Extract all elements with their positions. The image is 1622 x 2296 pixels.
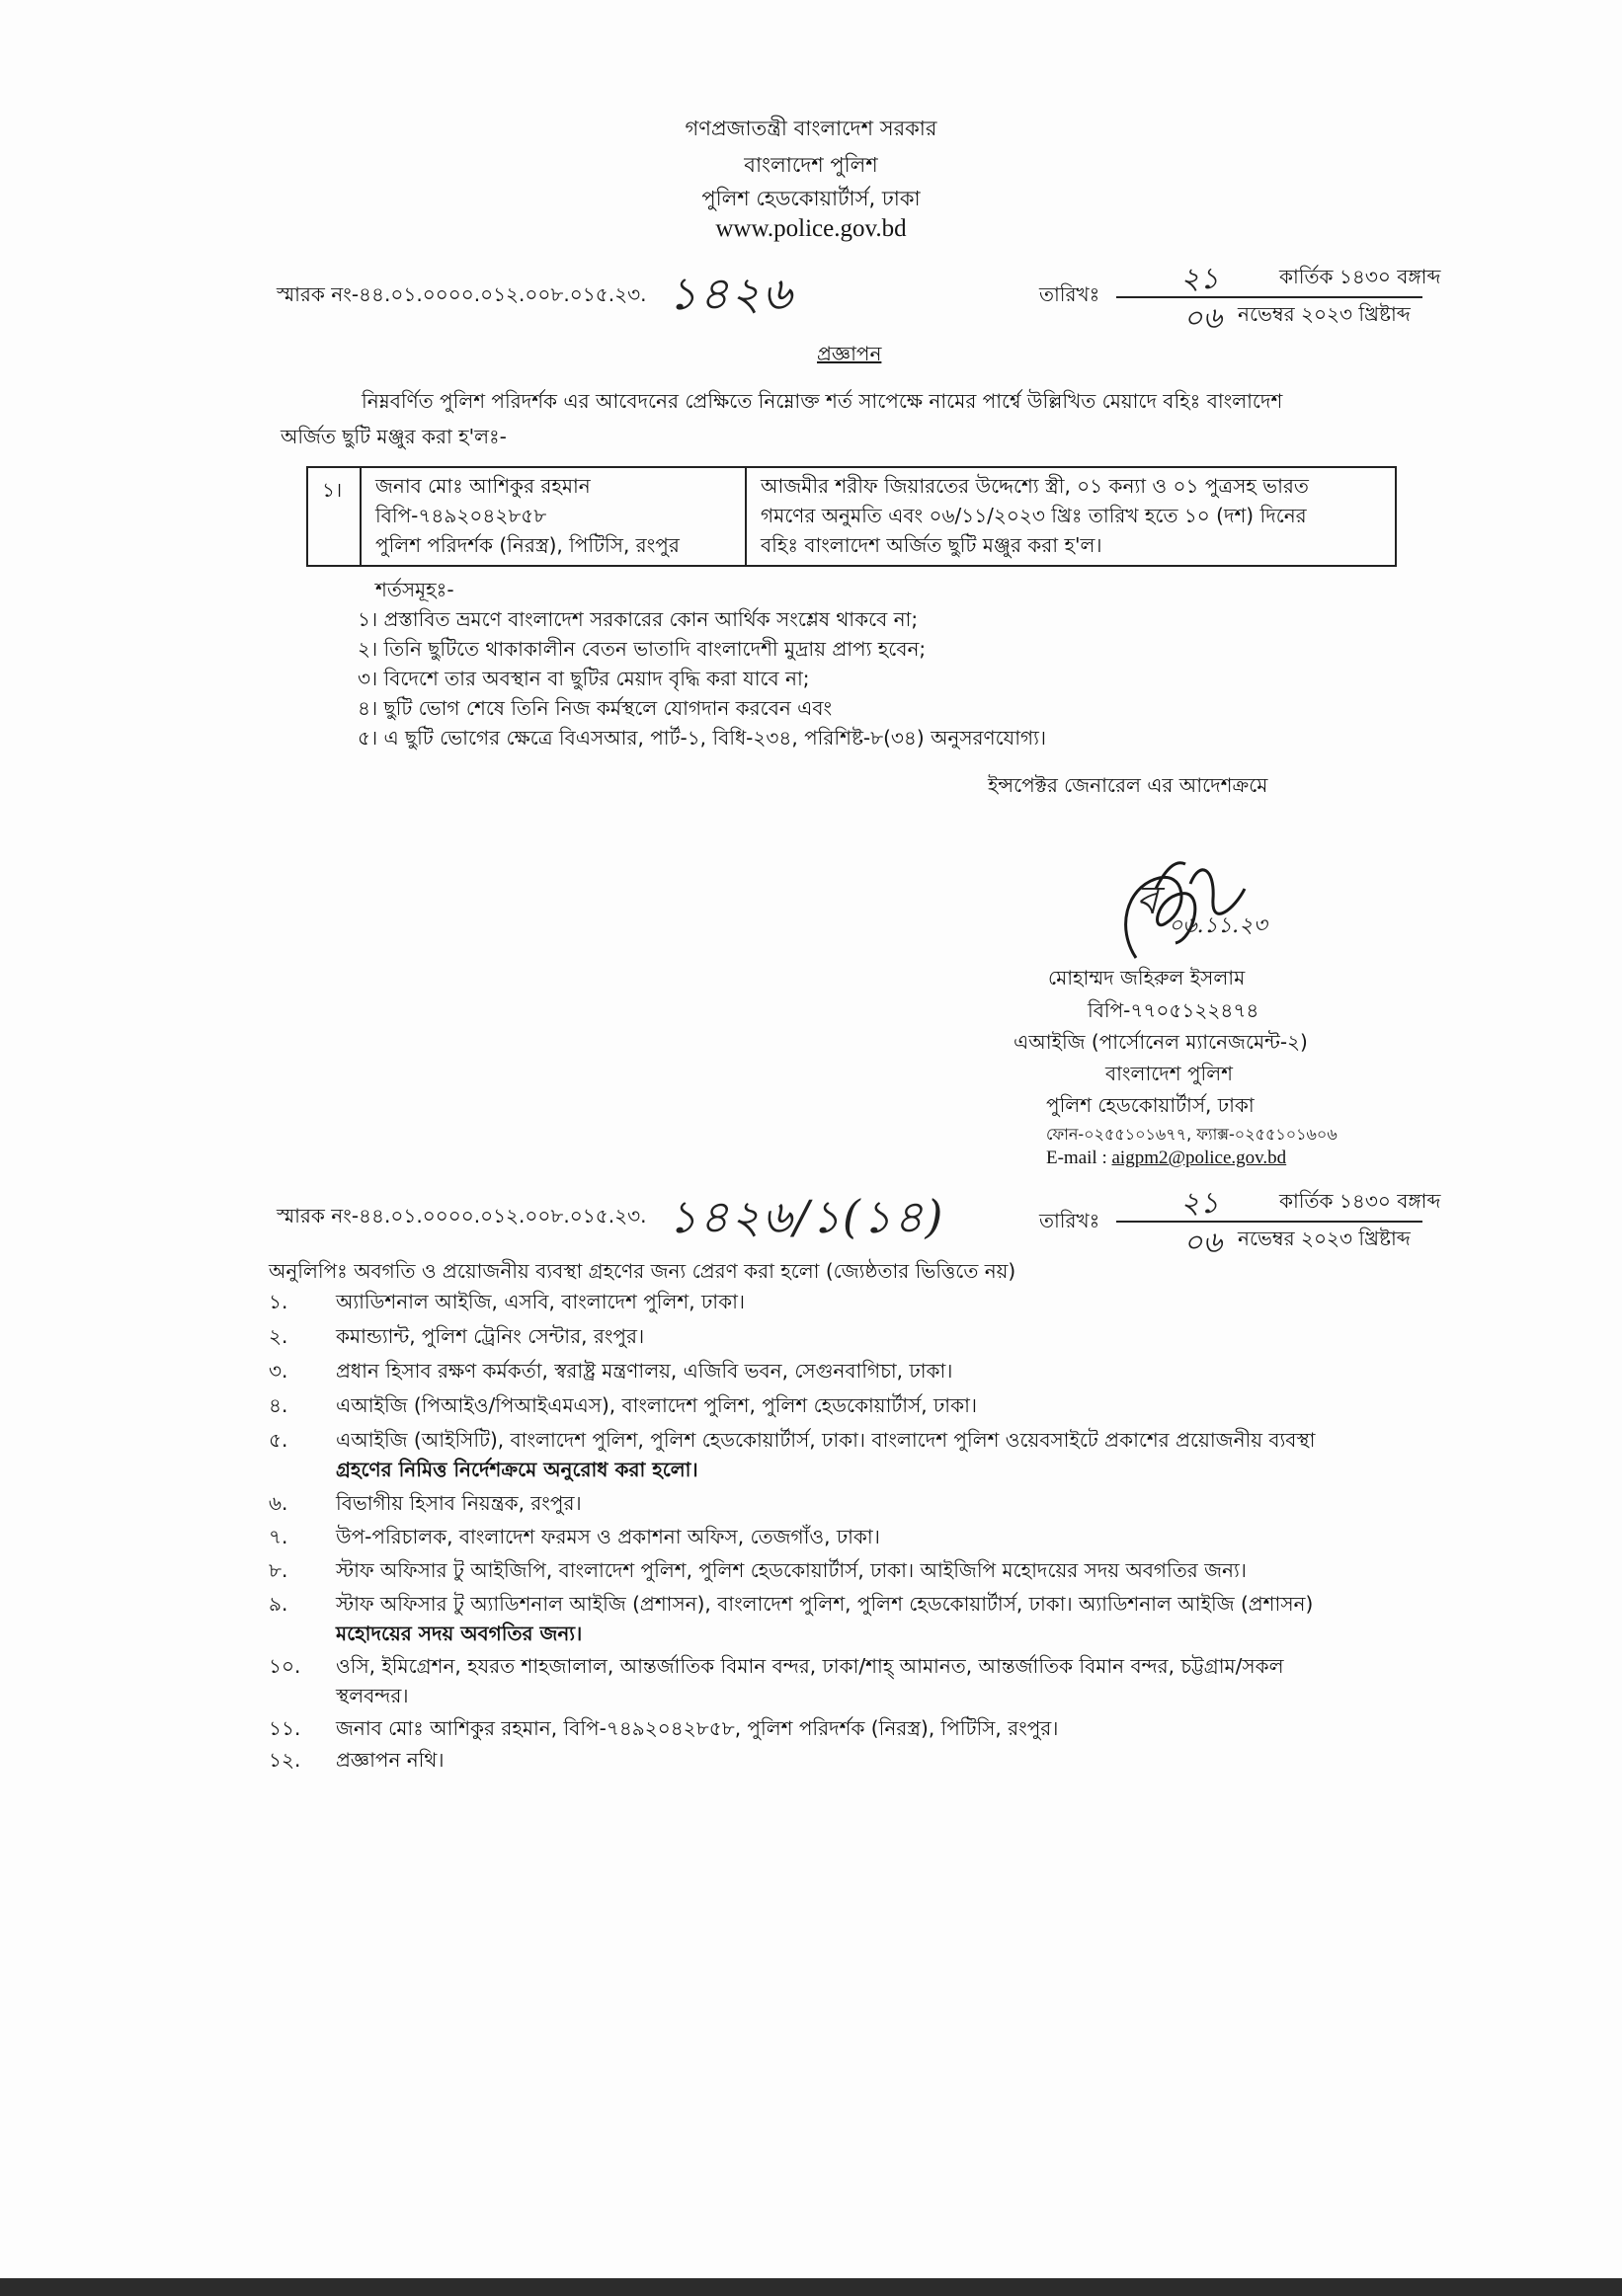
detail-line-2: গমণের অনুমতি এবং ০৬/১১/২০২৩ খ্রিঃ তারিখ হতে ১০ (দশ) দিনের: [761, 504, 1307, 527]
copy-item-text-cont: মহোদয়ের সদয় অবগতির জন্য।: [336, 1622, 583, 1645]
copy-item-number: ১০.: [269, 1654, 301, 1678]
date-bn-2: কার্তিক ১৪৩০ বঙ্গাব্দ: [1279, 1189, 1441, 1213]
date-day-en-2: ০৬: [1183, 1226, 1223, 1260]
signatory-org: বাংলাদেশ পুলিশ: [1105, 1062, 1234, 1085]
memo-ref-1: স্মারক নং-৪৪.০১.০০০০.০১২.০০৮.০১৫.২৩.: [277, 282, 647, 306]
order-line: ইন্সপেক্টর জেনারেল এর আদেশক্রমে: [988, 773, 1268, 797]
copy-item-number: ১২.: [269, 1748, 301, 1772]
table-name-cell: [360, 468, 747, 565]
table-detail-cell: [745, 468, 1395, 565]
copy-item-number: ৬.: [269, 1491, 288, 1515]
intro-line-2: অর্জিত ছুটি মঞ্জুর করা হ'লঃ-: [281, 425, 507, 448]
memo-ref-hand-2: ১৪২৬/১(১৪): [668, 1190, 945, 1243]
copy-item-text: এআইজি (আইসিটি), বাংলাদেশ পুলিশ, পুলিশ হেডকোয়ার্টার্স, ঢাকা। বাংলাদেশ পুলিশ ওয়েবসাইটে প্রকাশের প্রয়োজনীয় ব্যবস্থা: [336, 1428, 1316, 1452]
date-en-2: নভেম্বর ২০২৩ খ্রিষ্টাব্দ: [1238, 1227, 1411, 1250]
signatory-email-row: [1046, 1146, 1286, 1171]
copy-item-number: ১১.: [269, 1716, 301, 1740]
copy-item-text: প্রজ্ঞাপন নথি।: [336, 1748, 445, 1772]
memo-ref-hand-1: ১৪২৬: [668, 267, 794, 320]
signatory-designation: এআইজি (পার্সোনেল ম্যানেজমেন্ট-২): [1014, 1030, 1308, 1054]
condition-item: ১। প্রস্তাবিত ভ্রমণে বাংলাদেশ সরকারের কোন আর্থিক সংশ্লেষ থাকবে না;: [358, 607, 919, 631]
table-serial-cell: [308, 468, 362, 565]
memo-ref-2: স্মারক নং-৪৪.০১.০০০০.০১২.০০৮.০১৫.২৩.: [277, 1204, 647, 1227]
copy-item-number: ৫.: [269, 1428, 288, 1452]
hq-title: পুলিশ হেডকোয়ার্টার্স, ঢাকা: [701, 187, 921, 210]
copy-item-text: অ্যাডিশনাল আইজি, এসবি, বাংলাদেশ পুলিশ, ঢাকা।: [336, 1290, 746, 1313]
copy-item-number: ৮.: [269, 1558, 288, 1582]
copy-item-text-cont: স্থলবন্দর।: [336, 1684, 409, 1707]
copy-item-text: জনাব মোঃ আশিকুর রহমান, বিপি-৭৪৯২০৪২৮৫৮, পুলিশ পরিদর্শক (নিরস্ত্র), পিটিসি, রংপুর।: [336, 1716, 1059, 1740]
signature-initial: ব: [1136, 878, 1159, 923]
condition-item: ২। তিনি ছুটিতে থাকাকালীন বেতন ভাতাদি বাংলাদেশী মুদ্রায় প্রাপ্য হবেন;: [358, 637, 927, 661]
officer-designation: পুলিশ পরিদর্শক (নিরস্ত্র), পিটিসি, রংপুর: [375, 533, 680, 557]
notification-title: প্রজ্ঞাপন: [817, 342, 882, 365]
officer-name: জনাব মোঃ আশিকুর রহমান: [375, 474, 591, 498]
officer-bp: বিপি-৭৪৯২০৪২৮৫৮: [375, 504, 547, 527]
copy-item-number: ৭.: [269, 1525, 288, 1548]
signatory-bp: বিপি-৭৭০৫১২২৪৭৪: [1088, 998, 1259, 1022]
copy-item-text: কমান্ড্যান্ট, পুলিশ ট্রেনিং সেন্টার, রংপুর।: [336, 1324, 645, 1348]
signature-date: ০৬.১১.২৩: [1169, 913, 1267, 938]
table-serial: ১।: [322, 478, 343, 502]
date-day-en-1: ০৬: [1183, 301, 1223, 336]
website-link: www.police.gov.bd: [715, 215, 907, 242]
copy-item-number: ৯.: [269, 1592, 288, 1616]
copy-item-text: বিভাগীয় হিসাব নিয়ন্ত্রক, রংপুর।: [336, 1491, 582, 1515]
govt-title: গণপ্রজাতন্ত্রী বাংলাদেশ সরকার: [685, 117, 937, 140]
email-link[interactable]: aigpm2@police.gov.bd: [1111, 1148, 1287, 1168]
date-divider-2: [1116, 1221, 1422, 1223]
date-day-bn-2: ২১: [1180, 1186, 1219, 1221]
org-title: বাংলাদেশ পুলিশ: [744, 153, 878, 177]
condition-item: ৫। এ ছুটি ভোগের ক্ষেত্রে বিএসআর, পার্ট-১, বিধি-২৩৪, পরিশিষ্ট-৮(৩৪) অনুসরণযোগ্য।: [358, 726, 1047, 750]
signatory-phone: ফোন-০২৫৫১০১৬৭৭, ফ্যাক্স-০২৫৫১০১৬০৬: [1046, 1125, 1338, 1144]
signatory-hq: পুলিশ হেডকোয়ার্টার্স, ঢাকা: [1046, 1093, 1255, 1117]
date-en-1: নভেম্বর ২০২৩ খ্রিষ্টাব্দ: [1238, 302, 1411, 326]
date-label-2: তারিখঃ: [1039, 1209, 1100, 1232]
condition-item: ৩। বিদেশে তার অবস্থান বা ছুটির মেয়াদ বৃদ্ধি করা যাবে না;: [358, 667, 810, 690]
copy-item-text: এআইজি (পিআইও/পিআইএমএস), বাংলাদেশ পুলিশ, পুলিশ হেডকোয়ার্টার্স, ঢাকা।: [336, 1393, 978, 1417]
copy-item-number: ২.: [269, 1324, 288, 1348]
conditions-title: শর্তসমূহঃ-: [375, 578, 454, 601]
date-bn-1: কার্তিক ১৪৩০ বঙ্গাব্দ: [1279, 265, 1441, 288]
copy-item-text: স্টাফ অফিসার টু আইজিপি, বাংলাদেশ পুলিশ, পুলিশ হেডকোয়ার্টার্স, ঢাকা। আইজিপি মহোদয়ের সদয় অবগতির জন্য।: [336, 1558, 1247, 1582]
copy-item-text: ওসি, ইমিগ্রেশন, হযরত শাহজালাল, আন্তর্জাতিক বিমান বন্দর, ঢাকা/শাহ্ আমানত, আন্তর্জাতিক বিমান বন্দর, চট্টগ্রাম/সকল: [336, 1654, 1284, 1678]
date-divider-1: [1116, 296, 1422, 298]
date-label-1: তারিখঃ: [1039, 282, 1100, 306]
email-label: E-mail :: [1046, 1148, 1112, 1168]
copy-item-text-cont: গ্রহণের নিমিত্ত নির্দেশক্রমে অনুরোধ করা হলো।: [336, 1458, 698, 1481]
detail-line-1: আজমীর শরীফ জিয়ারতের উদ্দেশ্যে স্ত্রী, ০১ কন্যা ও ০১ পুত্রসহ ভারত: [761, 474, 1309, 498]
leave-table: [306, 466, 1397, 567]
intro-line-1: নিম্নবর্ণিত পুলিশ পরিদর্শক এর আবেদনের প্রেক্ষিতে নিম্নোক্ত শর্ত সাপেক্ষে নামের পার্শ্বে উল্লিখিত মেয়াদে বহিঃ বাংলাদেশ: [362, 389, 1283, 413]
date-day-bn-1: ২১: [1180, 262, 1219, 296]
signatory-name: মোহাম্মদ জহিরুল ইসলাম: [1048, 966, 1246, 990]
copy-item-text: স্টাফ অফিসার টু অ্যাডিশনাল আইজি (প্রশাসন), বাংলাদেশ পুলিশ, পুলিশ হেডকোয়ার্টার্স, ঢাকা। অ্যাডিশনাল আইজি (প্রশাসন): [336, 1592, 1314, 1616]
copy-item-number: ৩.: [269, 1359, 288, 1383]
copy-item-text: প্রধান হিসাব রক্ষণ কর্মকর্তা, স্বরাষ্ট্র মন্ত্রণালয়, এজিবি ভবন, সেগুনবাগিচা, ঢাকা।: [336, 1359, 953, 1383]
detail-line-3: বহিঃ বাংলাদেশ অর্জিত ছুটি মঞ্জুর করা হ'ল।: [761, 533, 1102, 557]
copy-item-number: ১.: [269, 1290, 288, 1313]
copy-intro: অনুলিপিঃ অবগতি ও প্রয়োজনীয় ব্যবস্থা গ্রহণের জন্য প্রেরণ করা হলো (জ্যেষ্ঠতার ভিত্তিতে নয়): [269, 1259, 1016, 1283]
scan-bottom-edge: [0, 2278, 1622, 2296]
condition-item: ৪। ছুটি ভোগ শেষে তিনি নিজ কর্মস্থলে যোগদান করবেন এবং: [358, 696, 833, 720]
copy-item-text: উপ-পরিচালক, বাংলাদেশ ফরমস ও প্রকাশনা অফিস, তেজগাঁও, ঢাকা।: [336, 1525, 880, 1548]
copy-item-number: ৪.: [269, 1393, 288, 1417]
